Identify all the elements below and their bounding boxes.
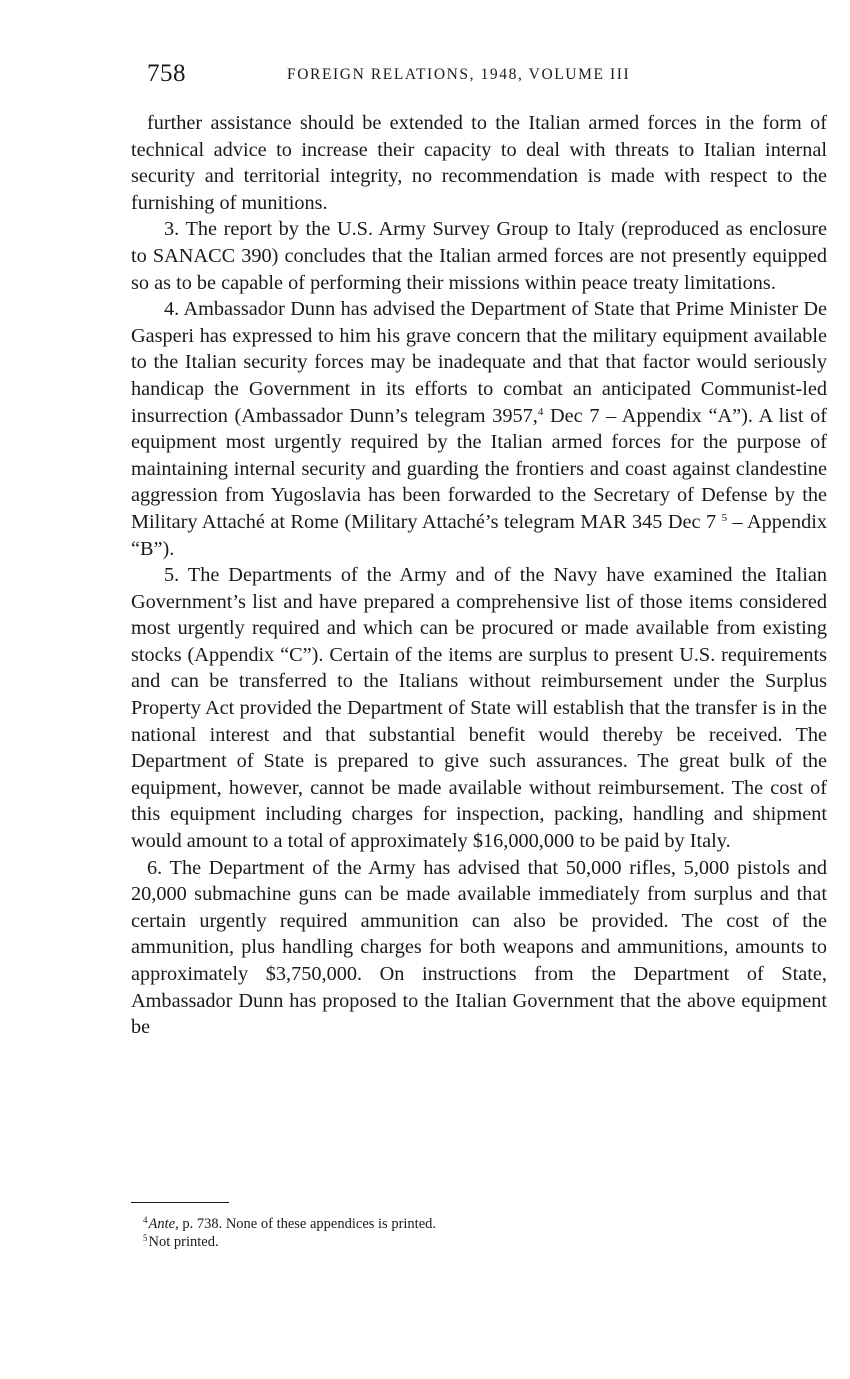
footnote-5-mark: 5 [143, 1233, 148, 1243]
paragraph-4-part-1: 4. Ambassador Dunn has advised the Department of State that Prime Minister De Gasperi has expressed to him his grave concern that the military equipment available to the Italian security forces may be inadequate and that that factor would seriously handicap the Government in its efforts to combat an anticipated Communist-led insurrection (Ambassador Dunn’s telegram 3957, [131, 298, 827, 427]
paragraph-continued: further assistance should be extended to the Italian armed forces in the form of technical advice to increase their capacity to deal with threats to Italian internal security and territorial integrity, no recommendation is made with respect to the furnishing of munitions. [131, 112, 827, 214]
footnote-4 [143, 1215, 743, 1233]
footnotes [143, 1215, 743, 1251]
footnote-separator [131, 1202, 229, 1203]
body-text [131, 110, 827, 1041]
paragraph-5: 5. The Departments of the Army and of the Navy have examined the Italian Government’s list and have prepared a comprehensive list of those items considered most urgently required and which can be procured or made available from existing stocks (Appendix “C”). Certain of the items are surplus to present U.S. requirements and can be transferred to the Italians without reimbursement under the Surplus Property Act provided the Department of State will establish that the transfer is in the national interest and that substantial benefit would thereby be received. The Department of State is prepared to give such assurances. The great bulk of the equipment, however, cannot be made available without reimbursement. The cost of this equipment including charges for inspection, packing, handling and shipment would amount to a total of approximately $16,000,000 to be paid by Italy. [131, 564, 827, 853]
paragraph-3: 3. The report by the U.S. Army Survey Group to Italy (reproduced as enclosure to SANACC 390) concludes that the Italian armed forces are not presently equipped so as to be capable of performing their missions within peace treaty limitations. [131, 218, 827, 294]
paragraph-6: 6. The Department of the Army has advised that 50,000 rifles, 5,000 pistols and 20,000 submachine guns can be made available immediately from surplus and that certain urgently required ammunition can also be provided. The cost of the ammunition, plus handling charges for both weapons and ammunitions, amounts to approximately $3,750,000. On instructions from the Department of State, Ambassador Dunn has proposed to the Italian Government that the above equipment be [131, 856, 827, 1039]
paragraph-4-part-3: – Appendix “B”). [131, 510, 827, 560]
paragraph-4-part-2: Dec 7 – Appendix “A”). A list of equipment most urgently required by the Italian armed forces for the purpose of maintaining internal security and guarding the frontiers and coast against clandestine aggression from Yugoslavia has been forwarded to the Secretary of Defense by the Military Attaché at Rome (Military Attaché’s telegram MAR 345 Dec 7 [131, 404, 828, 533]
footnote-ref-5[interactable]: 5 [721, 511, 728, 524]
footnote-4-ref: Ante [148, 1216, 176, 1232]
footnote-4-text: , p. 738. None of these appendices is printed. [175, 1216, 437, 1232]
footnote-ref-4[interactable]: 4 [537, 405, 544, 418]
page-number: 758 [147, 60, 186, 87]
footnote-5 [143, 1233, 743, 1251]
paragraph-4 [131, 296, 827, 562]
page-header [147, 60, 827, 92]
footnote-5-text: Not printed. [148, 1234, 219, 1250]
running-head: FOREIGN RELATIONS, 1948, VOLUME III [287, 66, 631, 83]
footnote-4-mark: 4 [143, 1215, 148, 1225]
